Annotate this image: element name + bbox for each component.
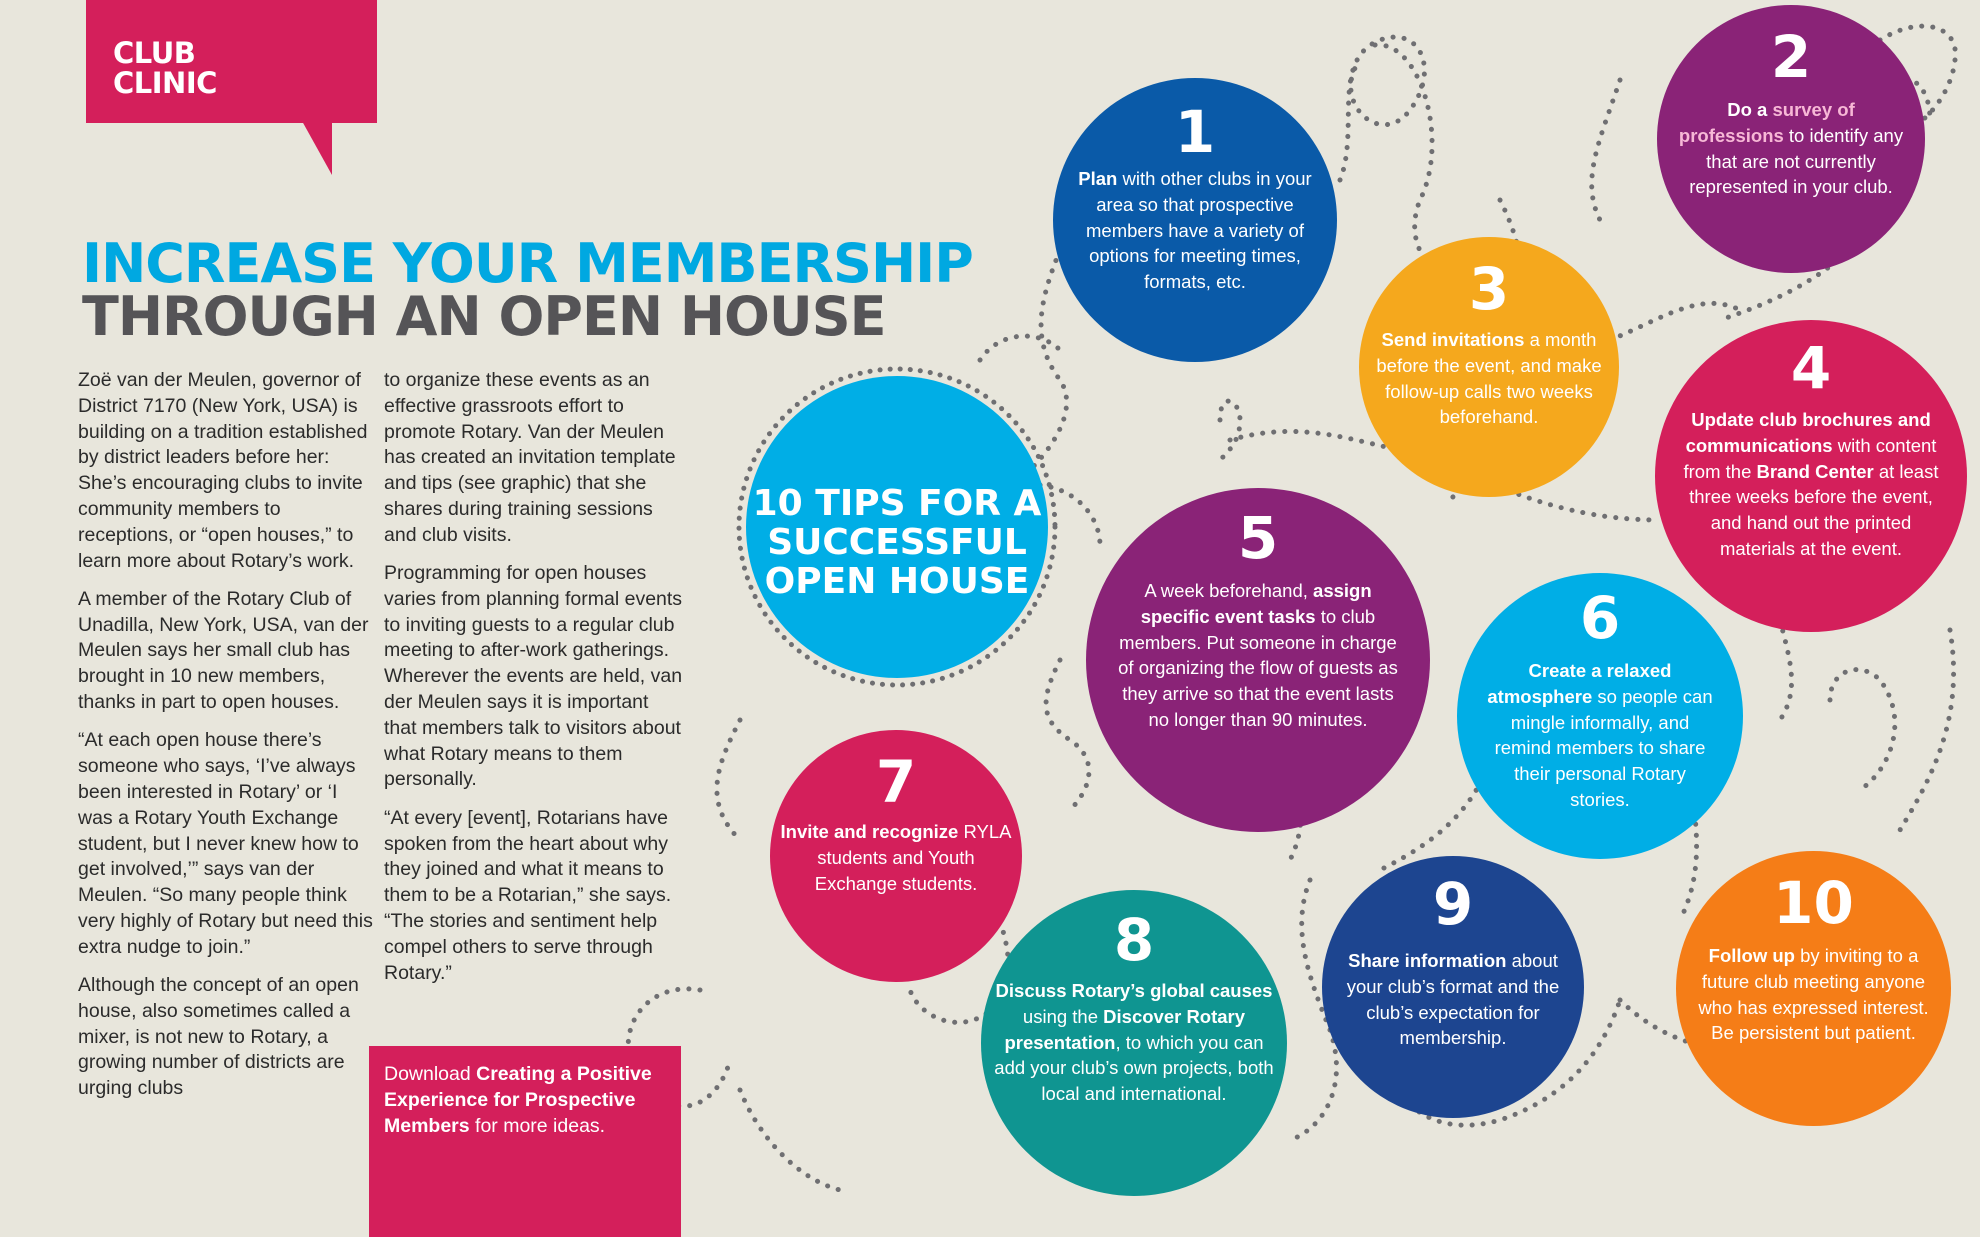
tip-number: 3 bbox=[1468, 255, 1510, 323]
tip-bold: Plan bbox=[1078, 168, 1118, 189]
tip-number: 6 bbox=[1579, 584, 1621, 652]
tip-text bbox=[1070, 166, 1320, 295]
tip-body: using the bbox=[1022, 1005, 1104, 1027]
tip-bold: Invite and recognize bbox=[780, 821, 959, 842]
tip-number: 9 bbox=[1432, 870, 1474, 938]
headline-line-2: THROUGH AN OPEN HOUSE bbox=[82, 285, 886, 348]
badge-speech-tail bbox=[302, 121, 332, 175]
tip-bold: Discuss Rotary’s global causes bbox=[995, 980, 1273, 1001]
article-paragraph: Programming for open houses varies from planning formal events to inviting guests to a regular club meeting to after-work gatherings. Wherever the events are held, van der Meulen says it is important that members talk to visitors about what Rotary means to them personally. bbox=[384, 562, 683, 791]
tip-text bbox=[1485, 658, 1715, 813]
tip-number: 1 bbox=[1174, 98, 1216, 166]
tip-bold: Send invitations bbox=[1381, 329, 1525, 350]
tip-bold: Create a relaxed atmosphere bbox=[1487, 660, 1672, 707]
tip-10-circle bbox=[1676, 851, 1951, 1126]
tip-bold-accent: survey of professions bbox=[1678, 99, 1855, 146]
tip-number: 7 bbox=[875, 748, 917, 816]
article-paragraph: Zoë van der Meulen, governor of District 7170 (New York, USA) is building on a tradition established by district leaders before her: She’s encouraging clubs to invite community members to receptions, or “open houses,” to learn more about Rotary’s work. bbox=[78, 369, 368, 572]
article-column-2 bbox=[384, 368, 684, 999]
tip-text bbox=[994, 978, 1274, 1107]
tip-pre: A week beforehand, bbox=[1144, 580, 1314, 601]
tip-text bbox=[1374, 327, 1604, 430]
tip-body: RYLA students and Youth Exchange students. bbox=[814, 821, 1012, 894]
tip-number: 5 bbox=[1237, 504, 1279, 572]
tip-8-circle bbox=[981, 890, 1287, 1196]
article-paragraph: “At each open house there’s someone who says, ‘I’ve always been interested in Rotary’ or ‘I was a Rotary Youth Exchange student, but I never knew how to get involved,’” says van der Meulen. “So many people think very highly of Rotary but need this extra nudge to join.” bbox=[78, 729, 373, 958]
tip-text bbox=[1113, 578, 1403, 733]
tip-body: with other clubs in your area so that prospective members have a variety of options for meeting times, formats, etc. bbox=[1086, 168, 1312, 293]
tip-text bbox=[1676, 407, 1946, 562]
tip-text bbox=[1328, 948, 1578, 1051]
tips-hub-circle bbox=[746, 376, 1048, 678]
tip-body-2: at least three weeks before the event, and hand out the printed materials at the event. bbox=[1689, 460, 1939, 559]
tip-body: a month before the event, and make follow-up calls two weeks beforehand. bbox=[1376, 329, 1602, 428]
tip-bold-2: Discover Rotary presentation bbox=[1004, 1005, 1246, 1053]
tip-bold-2: Brand Center bbox=[1756, 460, 1874, 482]
tip-body: by inviting to a future club meeting anyone who has expressed interest. Be persistent but patient. bbox=[1698, 945, 1929, 1044]
article-paragraph: Although the concept of an open house, also sometimes called a mixer, is not new to Rotary, a growing number of districts are urging clubs bbox=[78, 974, 359, 1100]
tip-number: 4 bbox=[1790, 334, 1832, 402]
tip-text bbox=[1694, 943, 1934, 1046]
tip-text bbox=[776, 819, 1016, 896]
tip-body: so people can mingle informally, and remind members to share their personal Rotary stories. bbox=[1494, 685, 1713, 810]
tip-4-circle bbox=[1655, 320, 1967, 632]
tip-bold: Follow up bbox=[1708, 945, 1795, 966]
tip-number: 10 bbox=[1773, 869, 1854, 937]
download-text bbox=[384, 1062, 669, 1139]
tip-body-2: , to which you can add your club’s own projects, both local and international. bbox=[994, 1031, 1274, 1105]
article-paragraph: to organize these events as an effective grassroots effort to promote Rotary. Van der Meulen has created an invitation template and tips (see graphic) that she shares during training sessions and club visits. bbox=[384, 369, 676, 546]
tip-5-circle bbox=[1086, 488, 1430, 832]
tip-text bbox=[1676, 97, 1906, 200]
tip-bold: Share information bbox=[1348, 950, 1507, 971]
club-clinic-badge bbox=[86, 0, 377, 123]
club-clinic-label: CLUB CLINIC bbox=[113, 36, 217, 100]
tip-bold: assign specific event tasks bbox=[1140, 580, 1372, 627]
tip-body: to club members. Put someone in charge of organizing the flow of guests as they arrive so that the event lasts no longer than 90 minutes. bbox=[1118, 605, 1398, 730]
tip-body: to identify any that are not currently represented in your club. bbox=[1689, 124, 1904, 198]
tip-number: 2 bbox=[1770, 23, 1812, 91]
tip-number: 8 bbox=[1113, 906, 1155, 974]
tip-body: with content from the bbox=[1683, 434, 1937, 482]
article-paragraph: “At every [event], Rotarians have spoken from the heart about why they joined and what it means to them to be a Rotarian,” she says. “The stories and sentiment help compel others to serve through Rotary.” bbox=[384, 806, 672, 984]
tip-bold: Update club brochures and communications bbox=[1685, 409, 1931, 456]
tip-2-circle bbox=[1657, 5, 1925, 273]
article-paragraph: A member of the Rotary Club of Unadilla, New York, USA, van der Meulen says her small club has brought in 10 new members, thanks in part to open houses. bbox=[78, 587, 369, 714]
tip-body: about your club’s format and the club’s expectation for membership. bbox=[1346, 950, 1560, 1049]
download-suffix: for more ideas. bbox=[469, 1114, 606, 1137]
tips-hub-title: 10 TIPS FOR A SUCCESSFUL OPEN HOUSE bbox=[752, 483, 1042, 602]
tip-1-circle bbox=[1053, 78, 1337, 362]
headline-line-1: INCREASE YOUR MEMBERSHIP bbox=[82, 232, 973, 295]
article-column-1 bbox=[78, 368, 374, 1115]
tip-9-circle bbox=[1322, 856, 1584, 1118]
download-resource-link[interactable]: Creating a Positive Experience for Prospective Members bbox=[384, 1063, 652, 1137]
download-callout bbox=[369, 1046, 681, 1237]
tip-bold: Do a bbox=[1727, 99, 1773, 120]
download-prefix: Download bbox=[384, 1063, 477, 1085]
tip-3-circle bbox=[1359, 237, 1619, 497]
tip-6-circle bbox=[1457, 573, 1743, 859]
